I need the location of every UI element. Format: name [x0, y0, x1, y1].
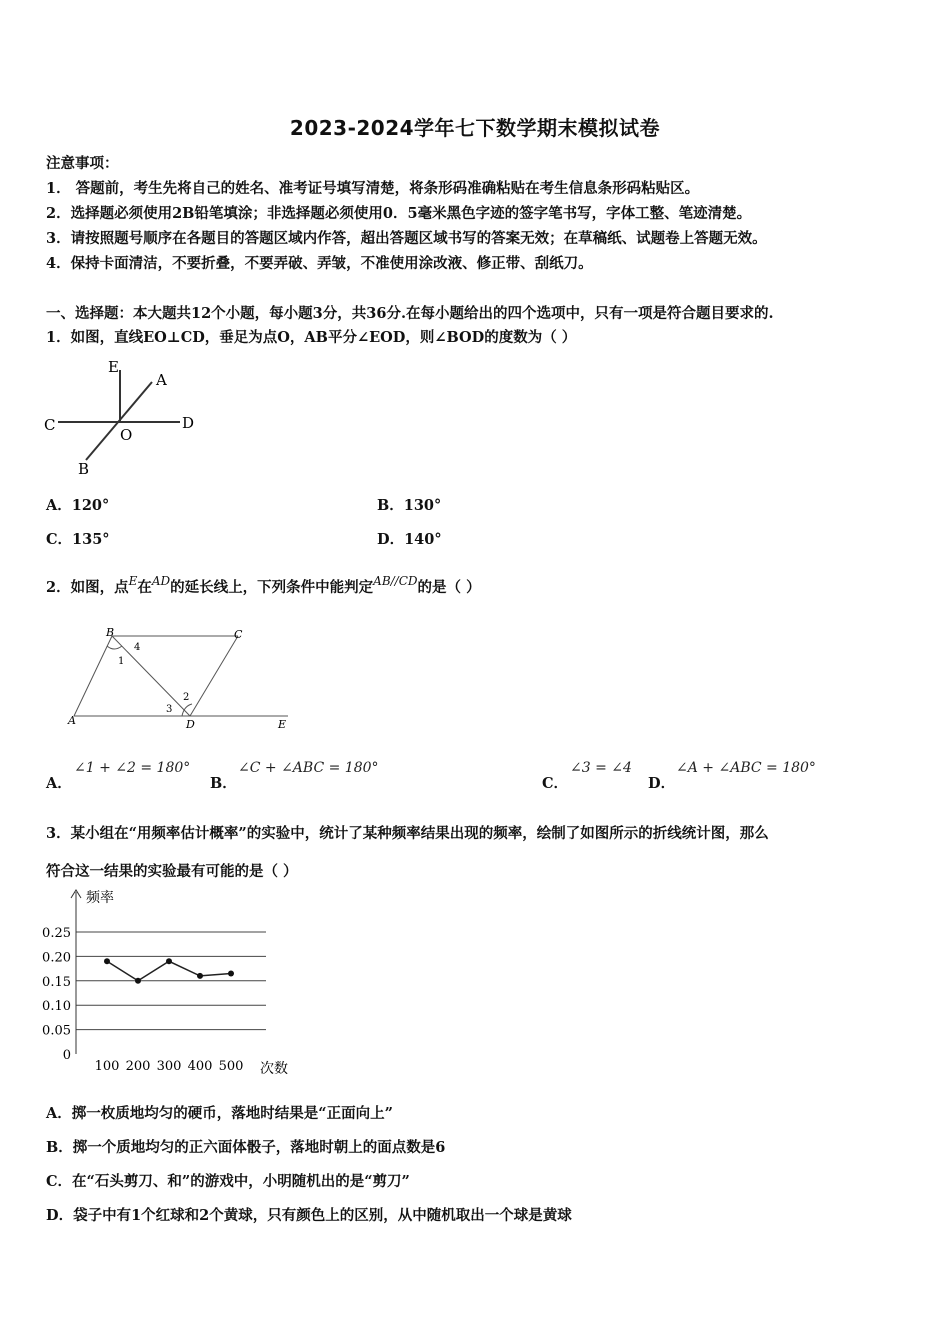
- q2-option-a-expr: ∠1 + ∠2 = 180°: [74, 760, 191, 776]
- q2-option-b-label: B．: [210, 775, 237, 792]
- page-title: 2023-2024学年七下数学期末模拟试卷: [289, 116, 661, 140]
- chart-y-tick-label: 0.25: [42, 926, 71, 941]
- chart-data-point: [104, 958, 110, 964]
- q1-option-b: B．130°: [377, 497, 442, 514]
- chart-x-tick-label: 100: [94, 1059, 120, 1074]
- q2-option-a-label: A．: [46, 775, 72, 792]
- q2-angle-2: 2: [183, 692, 190, 703]
- chart-x-tick-label: 400: [187, 1059, 213, 1074]
- q1-label-C: C: [44, 416, 56, 434]
- q2-angle-4: 4: [134, 642, 141, 653]
- q1-label-O: O: [120, 426, 133, 444]
- q3-option-a: A．掷一枚质地均匀的硬币，落地时结果是“正面向上”: [46, 1105, 393, 1122]
- q2-parallel-expr: AB//CD: [373, 574, 418, 588]
- chart-x-tick-label: 300: [156, 1059, 182, 1074]
- q1-label-E: E: [108, 358, 119, 376]
- q2-stem: 2．如图，点$^E$在$^{AD}$的延长线上，下列条件中能判定$^{AB//CD}$的是（ ）: [46, 574, 481, 596]
- q2-angle-3: 3: [166, 704, 173, 715]
- note-item-2: 2．选择题必须使用2B铅笔填涂；非选择题必须使用0．5毫米黑色字迹的签字笔书写，字体工整、笔迹清楚。: [46, 205, 752, 222]
- chart-y-label: 频率: [86, 890, 114, 906]
- chart-data-point: [135, 978, 141, 984]
- section-heading: 一、选择题：本大题共12个小题，每小题3分，共36分.在每小题给出的四个选项中，只有一项是符合题目要求的.: [46, 305, 774, 322]
- q3-option-d: D．袋子中有1个红球和2个黄球，只有颜色上的区别，从中随机取出一个球是黄球: [46, 1207, 572, 1224]
- note-item-4: 4．保持卡面清洁，不要折叠，不要弄破、弄皱，不准使用涂改液、修正带、刮纸刀。: [46, 255, 593, 272]
- chart-x-tick-label: 500: [218, 1059, 244, 1074]
- q2-option-d-label: D．: [648, 775, 676, 792]
- q2-figure: [62, 624, 302, 734]
- q2-point-e: E: [128, 574, 138, 588]
- chart-y-tick-label: 0.20: [42, 950, 71, 966]
- chart-y-tick-label: 0.15: [42, 974, 71, 990]
- chart-y-tick-label: 0.10: [42, 999, 71, 1015]
- q3-option-c: C．在“石头剪刀、和”的游戏中，小明随机出的是“剪刀”: [46, 1173, 410, 1190]
- q3-stem-line2: 符合这一结果的实验最有可能的是（ ）: [46, 863, 298, 880]
- q2-option-c-label: C．: [542, 775, 569, 792]
- q1-option-c: C．135°: [46, 531, 110, 548]
- q2-option-c-expr: ∠3 = ∠4: [570, 760, 632, 776]
- q1-figure: [40, 352, 210, 482]
- chart-x-label: 次数: [260, 1061, 288, 1077]
- q1-stem: 1．如图，直线EO⊥CD，垂足为点O，AB平分∠EOD，则∠BOD的度数为（ ）: [46, 329, 577, 346]
- chart-x-tick-label: 200: [125, 1059, 151, 1074]
- q3-stem-line1: 3．某小组在“用频率估计概率”的实验中，统计了某种频率结果出现的频率，绘制了如图所示的折线统计图，那么: [46, 825, 769, 842]
- chart-y-tick-label: 0.05: [42, 1023, 71, 1039]
- q1-option-a: A．120°: [46, 497, 110, 514]
- q1-label-B: B: [78, 460, 90, 478]
- q2-label-D: D: [186, 718, 195, 731]
- q2-line-ad: AD: [151, 574, 171, 588]
- q2-option-b-expr: ∠C + ∠ABC = 180°: [238, 760, 379, 776]
- chart-y-tick-label: 0: [62, 1048, 71, 1063]
- q2-label-A: A: [68, 714, 76, 727]
- chart-data-point: [197, 973, 203, 979]
- note-item-1: 1． 答题前，考生先将自己的姓名、准考证号填写清楚，将条形码准确粘贴在考生信息条形码粘贴区。: [46, 180, 700, 197]
- notes-heading: 注意事项：: [46, 155, 119, 172]
- q2-label-B: B: [106, 626, 115, 639]
- q2-label-E: E: [278, 718, 287, 731]
- note-item-3: 3．请按照题号顺序在各题目的答题区域内作答，超出答题区域书写的答案无效；在草稿纸、试题卷上答题无效。: [46, 230, 767, 247]
- q1-option-d: D．140°: [377, 531, 442, 548]
- q3-line-chart: [40, 884, 310, 1084]
- q1-label-A: A: [156, 371, 167, 389]
- chart-data-point: [166, 958, 172, 964]
- q1-label-D: D: [182, 414, 195, 432]
- q2-option-d-expr: ∠A + ∠ABC = 180°: [676, 760, 816, 776]
- q2-label-C: C: [234, 628, 243, 641]
- q2-angle-1: 1: [118, 656, 125, 667]
- chart-data-point: [228, 970, 234, 976]
- q3-option-b: B．掷一个质地均匀的正六面体骰子，落地时朝上的面点数是6: [46, 1139, 446, 1156]
